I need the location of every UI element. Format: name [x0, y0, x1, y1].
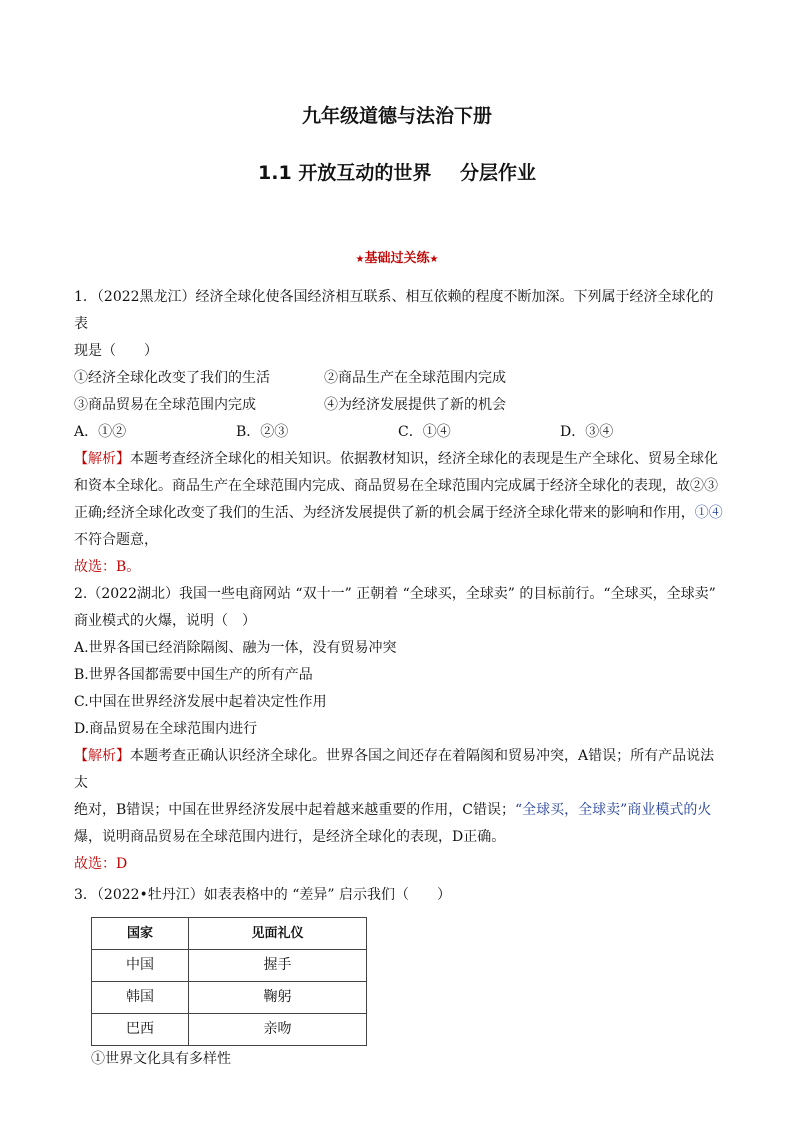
table-row	[92, 982, 367, 1014]
subtitle-number: 1.1	[258, 162, 292, 184]
subtitle-tail: 分层作业	[459, 162, 536, 184]
q1-option-a: A．①②	[74, 424, 127, 440]
q2-analysis-line2	[74, 797, 724, 824]
q2-analysis-text: 本题考查正确认识经济全球化。世界各国之间还存在着隔阂和贸易冲突，A错误；所有产品说法太	[74, 748, 715, 791]
subtitle-main: 开放互动的世界	[298, 162, 432, 184]
q2-stem-line2: 商业模式的火爆，说明（ ）	[74, 613, 256, 629]
q1-item: ②商品生产在全球范围内完成	[324, 370, 506, 386]
q3-item: ①世界文化具有多样性	[91, 1051, 231, 1067]
document-subtitle	[0, 158, 794, 185]
document-title: 九年级道德与法治下册	[301, 105, 492, 127]
q3-stem-line1: 3．（2022•牡丹江）如表表格中的 “差异” 启示我们（ ）	[74, 887, 452, 903]
table-cell: 亲吻	[189, 1014, 367, 1046]
question-list	[74, 284, 724, 1072]
q1-items-row2	[74, 392, 724, 419]
q1-analysis-line3	[74, 500, 724, 527]
q1-stem-line1: 1．（2022黑龙江）经济全球化使各国经济相互联系、相互依赖的程度不断加深。下列属于经济全球化的表	[74, 289, 714, 332]
q1-analysis-line4: 不符合题意，	[74, 532, 158, 548]
q1-item: ①经济全球化改变了我们的生活	[74, 370, 270, 386]
q2-option-a: A.世界各国已经消除隔阂、融为一体，没有贸易冲突	[74, 640, 397, 656]
section-label: 基础过关练	[364, 251, 430, 266]
q2-option-d: D.商品贸易在全球范围内进行	[74, 721, 258, 737]
analysis-tag: 【解析】	[74, 748, 130, 764]
q2-stem-line1	[74, 581, 724, 608]
q1-item: ③商品贸易在全球范围内完成	[74, 397, 256, 413]
q2-answer: 故选：D	[74, 856, 128, 872]
q2-analysis-highlight: “全球买，全球卖”商业模式的火	[515, 802, 712, 818]
star-icon: ★	[355, 254, 365, 265]
q3-table	[91, 917, 367, 1046]
q1-option-b: B．②③	[236, 424, 289, 440]
q1-answer: 故选：B。	[74, 559, 141, 575]
q1-option-d: D．③④	[560, 424, 614, 440]
analysis-tag: 【解析】	[74, 451, 130, 467]
q2-option-c: C.中国在世界经济发展中起着决定性作用	[74, 694, 327, 710]
q2-analysis-line3: 爆，说明商品贸易在全球范围内进行，是经济全球化的表现，D正确。	[74, 829, 506, 845]
q1-item: ④为经济发展提供了新的机会	[324, 397, 506, 413]
q1-analysis-highlight: ①④	[694, 505, 723, 521]
q1-analysis-text: 本题考查经济全球化的相关知识。依据教材知识，经济全球化的表现是生产全球化、贸易全球化	[130, 451, 718, 467]
table-cell: 巴西	[92, 1014, 189, 1046]
table-header-etiquette: 见面礼仪	[189, 918, 367, 950]
table-cell: 韩国	[92, 982, 189, 1014]
table-header-row	[92, 918, 367, 950]
table-cell: 握手	[189, 950, 367, 982]
table-cell: 鞠躬	[189, 982, 367, 1014]
q2-analysis-text: 绝对，B错误；中国在世界经济发展中起着越来越重要的作用，C错误；	[74, 802, 515, 818]
section-heading	[0, 247, 794, 266]
table-row	[92, 950, 367, 982]
q1-option-c: C．①④	[398, 424, 451, 440]
q1-items-row1	[74, 365, 724, 392]
q1-analysis-line1	[74, 446, 724, 473]
q2-stem-text: “全球买，全球卖”	[603, 586, 716, 602]
table-header-country: 国家	[92, 918, 189, 950]
q2-analysis-line1	[74, 743, 724, 797]
table-row	[92, 1014, 367, 1046]
q2-option-b: B.世界各国都需要中国生产的所有产品	[74, 667, 313, 683]
q1-analysis-line2: 和资本全球化。商品生产在全球范围内完成、商品贸易在全球范围内完成属于经济全球化的表现，故②③	[74, 478, 718, 494]
q1-analysis-text: 正确;经济全球化改变了我们的生活、为经济发展提供了新的机会属于经济全球化带来的影响和作用，	[74, 505, 695, 521]
q1-stem-line2: 现是（ ）	[74, 343, 158, 359]
q2-stem-text: 2.（2022湖北）我国一些电商网站 “双十一” 正朝着 “全球买，全球卖” 的目标前行。	[74, 586, 604, 602]
star-icon: ★	[429, 254, 439, 265]
q1-options	[74, 419, 724, 446]
table-cell: 中国	[92, 950, 189, 982]
